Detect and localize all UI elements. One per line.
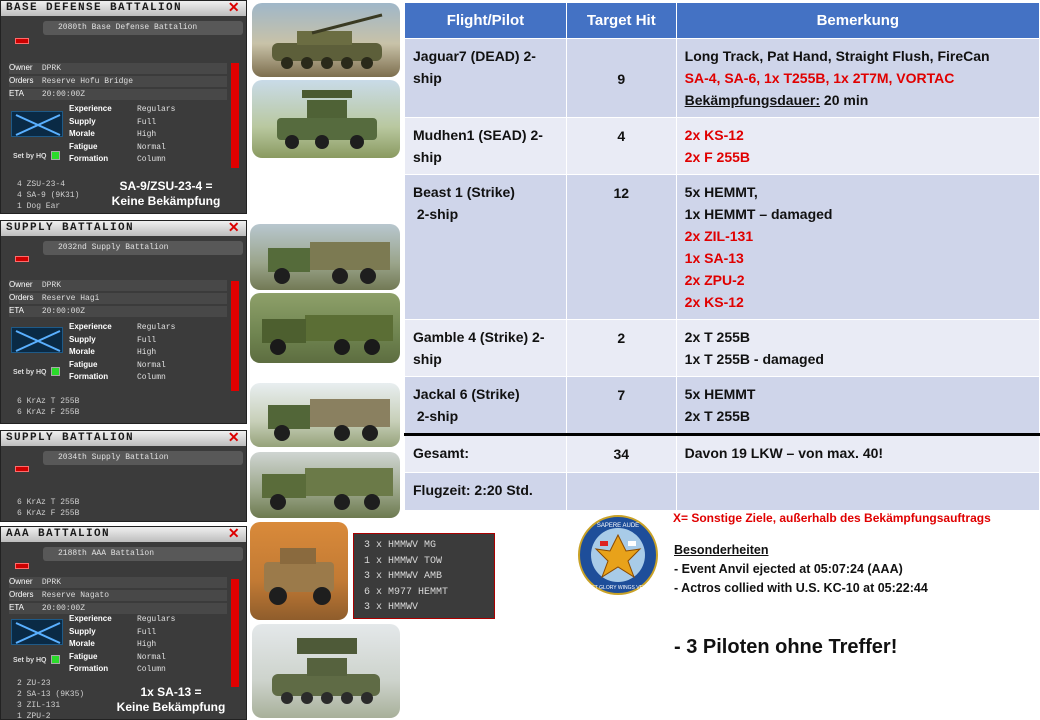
pilot-cell: Jaguar7 (DEAD) 2-ship [405,39,567,118]
besonderheiten [674,541,928,598]
unit-insignia-icon [11,111,63,137]
strength-bar [231,281,239,391]
unit-insignia-icon [11,619,63,645]
table-row [405,377,1040,435]
unit-name: 2188th AAA Battalion [43,547,243,561]
empty-cell [566,473,676,511]
panel-header [1,527,246,542]
setby-label: Set by HQ [13,657,47,664]
flag-icon [15,563,29,569]
results-table [404,2,1040,511]
flight-time-row [405,473,1040,511]
orders-row: Orders Reserve Hagi [9,293,227,304]
unit-insignia-icon [11,327,63,353]
photo-sa-13 [252,624,400,718]
photo-kraz-truck-3 [250,383,400,447]
pilot-cell: Jackal 6 (Strike) 2-ship [405,377,567,435]
total-label: Gesamt: [405,435,567,473]
setby-checkbox[interactable] [51,151,60,160]
eta-row: ETA 20:00:00Z [9,89,227,100]
empty-cell [676,473,1039,511]
unit-stats: Experience Regulars Supply Full Morale High Fatigue Normal Formation Column [69,322,176,383]
flag-icon [15,38,29,44]
badge-bottom-text: 1ST GLORY WINGS VFW [588,585,648,591]
unit-name: 2034th Supply Battalion [43,451,243,465]
close-icon[interactable]: ✕ [227,430,241,445]
hit-cell: 4 [566,118,676,175]
eta-row: ETA 20:00:00Z [9,306,227,317]
orders-row: Orders Reserve Nagato [9,590,227,601]
unit-panel-supply-2 [0,430,247,522]
unit-list: 2 ZU-23 2 SA-13 (9K35) 3 ZIL-131 1 ZPU-2 [17,679,85,720]
setby-checkbox[interactable] [51,655,60,664]
orders-row: Orders Reserve Hofu Bridge [9,76,227,87]
setby-label: Set by HQ [13,369,47,376]
col-header-pilot: Flight/Pilot [405,3,567,39]
photo-kraz-truck-2 [250,293,400,363]
close-icon[interactable]: ✕ [227,220,241,235]
total-remark: Davon 19 LKW – von max. 40! [676,435,1039,473]
col-header-remarks: Bemerkung [676,3,1039,39]
panel-header [1,221,246,236]
unit-panel-base-defense [0,0,247,214]
photo-kraz-truck-1 [250,224,400,290]
photo-kraz-truck-4 [250,452,400,518]
remarks-cell: Long Track, Pat Hand, Straight Flush, FireCan SA-4, SA-6, 1x T255B, 1x 2T7M, VORTAC Bekämpfungsdauer: 20 min [676,39,1039,118]
owner-row: Owner DPRK [9,63,227,74]
hit-cell: 2 [566,320,676,377]
panel-header [1,431,246,446]
unit-panel-supply-1 [0,220,247,424]
remarks-cell: 2x KS-12 2x F 255B [676,118,1039,175]
pilot-cell: Mudhen1 (SEAD) 2-ship [405,118,567,175]
flag-icon [15,256,29,262]
badge-top-text: SAPERE AUDE [596,523,640,529]
unit-stats: Experience Regulars Supply Full Morale High Fatigue Normal Formation Column [69,614,176,675]
photo-zsu-23-4 [252,3,400,77]
remarks-cell: 5x HEMMT, 1x HEMMT – damaged 2x ZIL-131 1x SA-13 2x ZPU-2 2x KS-12 [676,175,1039,320]
besonderheiten-title: Besonderheiten [674,543,769,557]
besonderheiten-item: - Event Anvil ejected at 05:07:24 (AAA) [674,562,903,576]
photo-hmmwv [250,522,348,620]
total-hit: 34 [566,435,676,473]
pilot-cell: Gamble 4 (Strike) 2-ship [405,320,567,377]
unit-panel-aaa [0,526,247,720]
flag-icon [15,466,29,472]
owner-row: Owner DPRK [9,577,227,588]
panel-title: BASE DEFENSE BATTALION [6,2,183,14]
legend-note: X= Sonstige Ziele, außerhalb des Bekämpfungsauftrags [673,511,991,525]
panel-title: SUPPLY BATTALION [6,432,135,444]
close-icon[interactable]: ✕ [227,0,241,15]
setby-label: Set by HQ [13,153,47,160]
strength-bar [231,579,239,687]
unit-name: 2032nd Supply Battalion [43,241,243,255]
summary-text: - 3 Piloten ohne Treffer! [674,636,898,658]
panel-title: AAA BATTALION [6,528,111,540]
squadron-badge-icon [578,515,658,595]
eta-row: ETA 20:00:00Z [9,603,227,614]
col-header-hit: Target Hit [566,3,676,39]
table-row [405,175,1040,320]
pilot-cell: Beast 1 (Strike) 2-ship [405,175,567,320]
hit-cell: 9 [566,39,676,118]
table-row [405,118,1040,175]
photo-sa-9 [252,80,400,158]
hit-cell: 12 [566,175,676,320]
remarks-cell: 5x HEMMT 2x T 255B [676,377,1039,435]
table-row [405,320,1040,377]
unit-stats: Experience Regulars Supply Full Morale High Fatigue Normal Formation Column [69,104,176,165]
hit-cell: 7 [566,377,676,435]
flight-time-label: Flugzeit: 2:20 Std. [405,473,567,511]
unit-note: SA-9/ZSU-23-4 = Keine Bekämpfung [111,179,221,208]
unit-note: 1x SA-13 = Keine Bekämpfung [116,685,226,714]
unit-list: 6 KrAz T 255B 6 KrAz F 255B [17,397,80,417]
owner-row: Owner DPRK [9,280,227,291]
close-icon[interactable]: ✕ [227,526,241,541]
hmmwv-list: 3 x HMMWV MG 1 x HMMWV TOW 3 x HMMWV AMB 6 x M977 HEMMT 3 x HMMWV [353,533,495,619]
setby-checkbox[interactable] [51,367,60,376]
unit-name: 2080th Base Defense Battalion [43,21,243,35]
total-row [405,435,1040,473]
panel-title: SUPPLY BATTALION [6,222,135,234]
unit-list: 4 ZSU-23-4 4 SA-9 (9K31) 1 Dog Ear [17,180,80,211]
strength-bar [231,63,239,168]
unit-list: 6 KrAz T 255B 6 KrAz F 255B [17,498,80,518]
besonderheiten-item: - Actros collied with U.S. KC-10 at 05:22:44 [674,581,928,595]
panel-header [1,1,246,16]
remarks-cell: 2x T 255B 1x T 255B - damaged [676,320,1039,377]
table-row [405,39,1040,118]
